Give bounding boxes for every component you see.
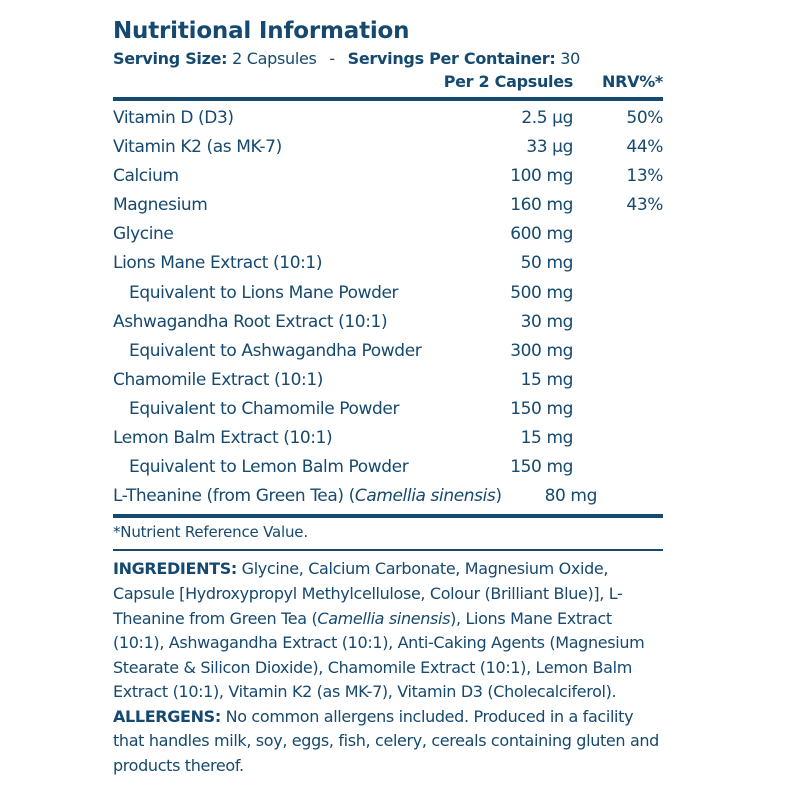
- name-suffix: ): [495, 486, 502, 507]
- nutrient-name: Calcium: [113, 166, 179, 187]
- nutrient-name: Vitamin K2 (as MK-7): [113, 137, 282, 158]
- nutrient-nrv: [573, 308, 663, 337]
- nutrient-name: Chamomile Extract (10:1): [113, 369, 324, 390]
- nutrient-amount: 500 mg: [510, 282, 573, 303]
- table-row: [113, 191, 663, 220]
- nutrient-amount: 50 mg: [520, 253, 573, 274]
- nutrient-name: Magnesium: [113, 195, 208, 216]
- nutrient-nrv: 50%: [626, 108, 663, 128]
- nutrition-panel: [113, 10, 663, 779]
- nutrient-amount: 30 mg: [520, 311, 573, 332]
- nutrient-nrv: [573, 395, 663, 424]
- serving-size-label: Serving Size:: [113, 49, 228, 68]
- nutrient-amount: 80 mg: [544, 486, 597, 507]
- serving-size-value: 2 Capsules: [232, 49, 317, 68]
- nutrient-name: Lions Mane Extract (10:1): [113, 253, 323, 274]
- nutrient-nrv: [597, 482, 663, 511]
- table-row: [113, 162, 663, 191]
- nutrient-nrv: 44%: [626, 137, 663, 158]
- allergens-label: ALLERGENS:: [113, 706, 221, 726]
- ingredients-text-2: ), Lions Mane Extract (10:1), Ashwagandha Extract (10:1), Anti-Caking Agents (Magnesium Stearate & Silicon Dioxide), Chamomile Extract (10:1), Lemon Balm Extract (10:1), Vitamin K2 (as MK-7), Vitamin D3 (Cholecalciferol).: [113, 608, 645, 702]
- nutrient-amount: 15 mg: [520, 369, 573, 390]
- nutrient-name: Vitamin D (D3): [113, 108, 234, 128]
- allergens-text: No common allergens included. Produced in a facility that handles milk, soy, eggs, fish, celery, cereals containing gluten and products thereof.: [113, 706, 659, 776]
- nutrient-nrv: 43%: [626, 195, 663, 216]
- nutrient-amount: 15 mg: [520, 428, 573, 449]
- ingredients-block: [113, 557, 663, 778]
- ingredients-italic: Camellia sinensis: [317, 608, 451, 628]
- name-italic: Camellia sinensis: [354, 486, 496, 507]
- nutrient-name: Equivalent to Lemon Balm Powder: [129, 457, 409, 478]
- nutrient-nrv: [573, 424, 663, 453]
- nutrient-nrv: [573, 279, 663, 308]
- table-header: [113, 70, 663, 101]
- header-amount: Per 2 Capsules: [443, 72, 573, 91]
- table-row: [113, 337, 663, 366]
- nutrient-name: Ashwagandha Root Extract (10:1): [113, 311, 388, 332]
- table-row: [113, 453, 663, 482]
- table-row: [113, 308, 663, 337]
- ingredients-label: INGREDIENTS:: [113, 559, 237, 579]
- table-row: [113, 249, 663, 278]
- servings-per-container-value: 30: [560, 49, 581, 68]
- nutrient-amount: 160 mg: [510, 195, 573, 216]
- nutrient-name: Lemon Balm Extract (10:1): [113, 428, 333, 449]
- serving-separator: -: [329, 49, 335, 68]
- table-row: [113, 220, 663, 249]
- nutrient-name: Glycine: [113, 224, 174, 245]
- nutrient-nrv: [573, 453, 663, 482]
- nutrient-amount: 2.5 µg: [521, 108, 573, 128]
- nutrient-amount: 100 mg: [510, 166, 573, 187]
- nutrient-nrv: [573, 337, 663, 366]
- nutrient-nrv: 13%: [626, 166, 663, 187]
- servings-per-container-label: Servings Per Container:: [347, 49, 556, 68]
- footnote-rule: [113, 549, 663, 551]
- table-row: [113, 104, 663, 133]
- table-row: [113, 482, 663, 511]
- serving-info: [113, 48, 663, 70]
- nutrient-nrv: [573, 220, 663, 249]
- table-row: [113, 395, 663, 424]
- table-row: [113, 424, 663, 453]
- nutrient-table: [113, 104, 663, 511]
- name-prefix: L-Theanine (from Green Tea) (: [113, 486, 355, 507]
- nutrient-name: Equivalent to Ashwagandha Powder: [129, 340, 422, 361]
- nutrient-amount: 300 mg: [510, 340, 573, 361]
- table-bottom-rule: [113, 514, 663, 518]
- nutrient-name: Equivalent to Chamomile Powder: [129, 398, 400, 419]
- ingredients-text-1: Glycine, Calcium Carbonate, Magnesium Oxide, Capsule [Hydroxypropyl Methylcellulose, Colour (Brilliant Blue)], L-Theanine from Green Tea (: [113, 559, 623, 628]
- nutrient-nrv: [573, 249, 663, 278]
- nutrient-amount: 33 µg: [526, 137, 573, 158]
- nutrient-nrv: [573, 366, 663, 395]
- header-spacer: [113, 70, 443, 94]
- nutrient-name: Equivalent to Lions Mane Powder: [129, 282, 399, 303]
- table-row: [113, 279, 663, 308]
- nrv-footnote: *Nutrient Reference Value.: [113, 523, 308, 542]
- nutrient-name: [113, 482, 502, 511]
- nutrient-amount: 150 mg: [510, 457, 573, 478]
- table-row: [113, 133, 663, 162]
- table-row: [113, 366, 663, 395]
- panel-title: Nutritional Information: [113, 18, 410, 44]
- header-nrv: NRV%*: [602, 72, 663, 91]
- nutrient-amount: 150 mg: [510, 398, 573, 419]
- nutrient-amount: 600 mg: [510, 224, 573, 245]
